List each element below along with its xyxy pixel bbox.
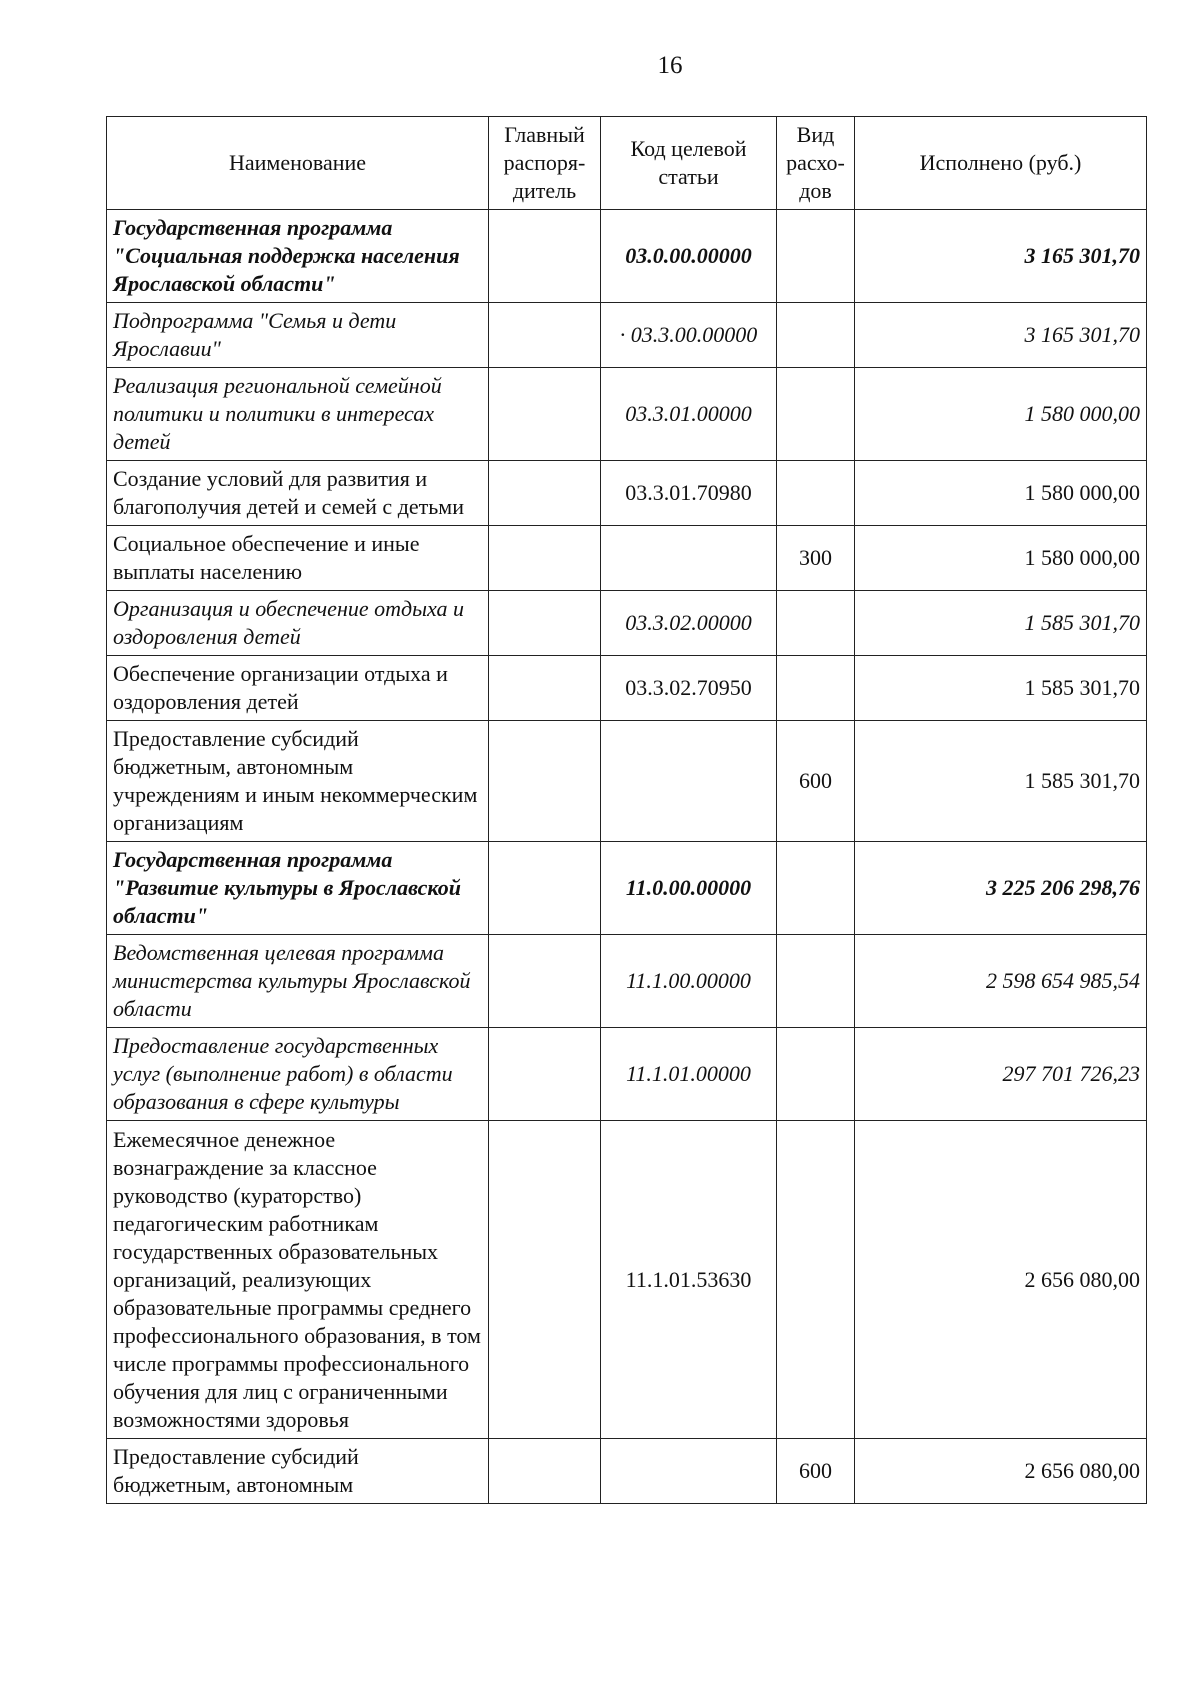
- row-kind: [777, 210, 855, 303]
- row-manager: [489, 461, 601, 526]
- row-kind: [777, 656, 855, 721]
- row-amount: 1 580 000,00: [855, 368, 1147, 461]
- row-name: Обеспечение организации отдыха и оздоровления детей: [107, 656, 489, 721]
- row-manager: [489, 210, 601, 303]
- header-code: Код целевой статьи: [601, 117, 777, 210]
- table-row: [107, 526, 1147, 591]
- row-manager: [489, 656, 601, 721]
- row-kind: 600: [777, 1439, 855, 1504]
- row-manager: [489, 1028, 601, 1121]
- row-code: 11.1.01.00000: [601, 1028, 777, 1121]
- row-name: Предоставление субсидий бюджетным, автономным: [107, 1439, 489, 1504]
- header-amount: Исполнено (руб.): [855, 117, 1147, 210]
- row-code: 03.3.01.70980: [601, 461, 777, 526]
- row-amount: 1 580 000,00: [855, 526, 1147, 591]
- row-manager: [489, 303, 601, 368]
- table-row: [107, 1121, 1147, 1439]
- row-amount: 1 585 301,70: [855, 656, 1147, 721]
- row-name: Подпрограмма "Семья и дети Ярославии": [107, 303, 489, 368]
- row-code: 03.0.00.00000: [601, 210, 777, 303]
- table-row: [107, 210, 1147, 303]
- row-name: Организация и обеспечение отдыха и оздоровления детей: [107, 591, 489, 656]
- row-manager: [489, 591, 601, 656]
- row-kind: [777, 1121, 855, 1439]
- row-code: 11.1.00.00000: [601, 935, 777, 1028]
- row-kind: [777, 368, 855, 461]
- table-row: [107, 1439, 1147, 1504]
- row-manager: [489, 935, 601, 1028]
- row-manager: [489, 526, 601, 591]
- table-row: [107, 461, 1147, 526]
- row-code: 11.1.01.53630: [601, 1121, 777, 1439]
- row-code: 03.3.01.00000: [601, 368, 777, 461]
- row-amount: 1 580 000,00: [855, 461, 1147, 526]
- row-name: Социальное обеспечение и иные выплаты населению: [107, 526, 489, 591]
- table-row: [107, 721, 1147, 842]
- row-amount: 297 701 726,23: [855, 1028, 1147, 1121]
- row-kind: [777, 591, 855, 656]
- table-header-row: [107, 117, 1147, 210]
- header-manager: Главный распоря-дитель: [489, 117, 601, 210]
- row-code: [601, 1439, 777, 1504]
- row-amount: 2 598 654 985,54: [855, 935, 1147, 1028]
- row-amount: 3 225 206 298,76: [855, 842, 1147, 935]
- row-kind: [777, 461, 855, 526]
- table-body: [107, 210, 1147, 1504]
- header-kind: Вид расхо-дов: [777, 117, 855, 210]
- table-row: [107, 368, 1147, 461]
- row-name: Предоставление субсидий бюджетным, автономным учреждениям и иным некоммерческим организациям: [107, 721, 489, 842]
- table-row: [107, 935, 1147, 1028]
- row-kind: [777, 1028, 855, 1121]
- row-name: Ведомственная целевая программа министерства культуры Ярославской области: [107, 935, 489, 1028]
- row-amount: 2 656 080,00: [855, 1439, 1147, 1504]
- row-manager: [489, 368, 601, 461]
- row-amount: 1 585 301,70: [855, 591, 1147, 656]
- header-name: Наименование: [107, 117, 489, 210]
- row-kind: [777, 842, 855, 935]
- row-name: Ежемесячное денежное вознаграждение за классное руководство (кураторство) педагогическим работникам государственных образовательных организаций, реализующих образовательные программы среднего профессионального образования, в том числе программы профессионального обучения для лиц с ограниченными возможностями здоровья: [107, 1121, 489, 1439]
- row-code: 03.3.02.70950: [601, 656, 777, 721]
- row-amount: 3 165 301,70: [855, 210, 1147, 303]
- row-amount: 2 656 080,00: [855, 1121, 1147, 1439]
- row-kind: [777, 303, 855, 368]
- row-name: Государственная программа "Социальная поддержка населения Ярославской области": [107, 210, 489, 303]
- row-manager: [489, 842, 601, 935]
- row-amount: 1 585 301,70: [855, 721, 1147, 842]
- row-code: · 03.3.00.00000: [601, 303, 777, 368]
- row-amount: 3 165 301,70: [855, 303, 1147, 368]
- row-name: Реализация региональной семейной политики и политики в интересах детей: [107, 368, 489, 461]
- table-row: [107, 1028, 1147, 1121]
- row-code: 03.3.02.00000: [601, 591, 777, 656]
- page-number: 16: [657, 52, 683, 79]
- table-row: [107, 842, 1147, 935]
- table-row: [107, 591, 1147, 656]
- row-code: [601, 721, 777, 842]
- row-manager: [489, 721, 601, 842]
- budget-table: [106, 116, 1147, 1504]
- table-row: [107, 656, 1147, 721]
- row-manager: [489, 1121, 601, 1439]
- row-name: Предоставление государственных услуг (выполнение работ) в области образования в сфере культуры: [107, 1028, 489, 1121]
- row-kind: 600: [777, 721, 855, 842]
- row-kind: [777, 935, 855, 1028]
- row-manager: [489, 1439, 601, 1504]
- row-name: Государственная программа "Развитие культуры в Ярославской области": [107, 842, 489, 935]
- row-code: [601, 526, 777, 591]
- row-kind: 300: [777, 526, 855, 591]
- table-row: [107, 303, 1147, 368]
- row-name: Создание условий для развития и благополучия детей и семей с детьми: [107, 461, 489, 526]
- row-code: 11.0.00.00000: [601, 842, 777, 935]
